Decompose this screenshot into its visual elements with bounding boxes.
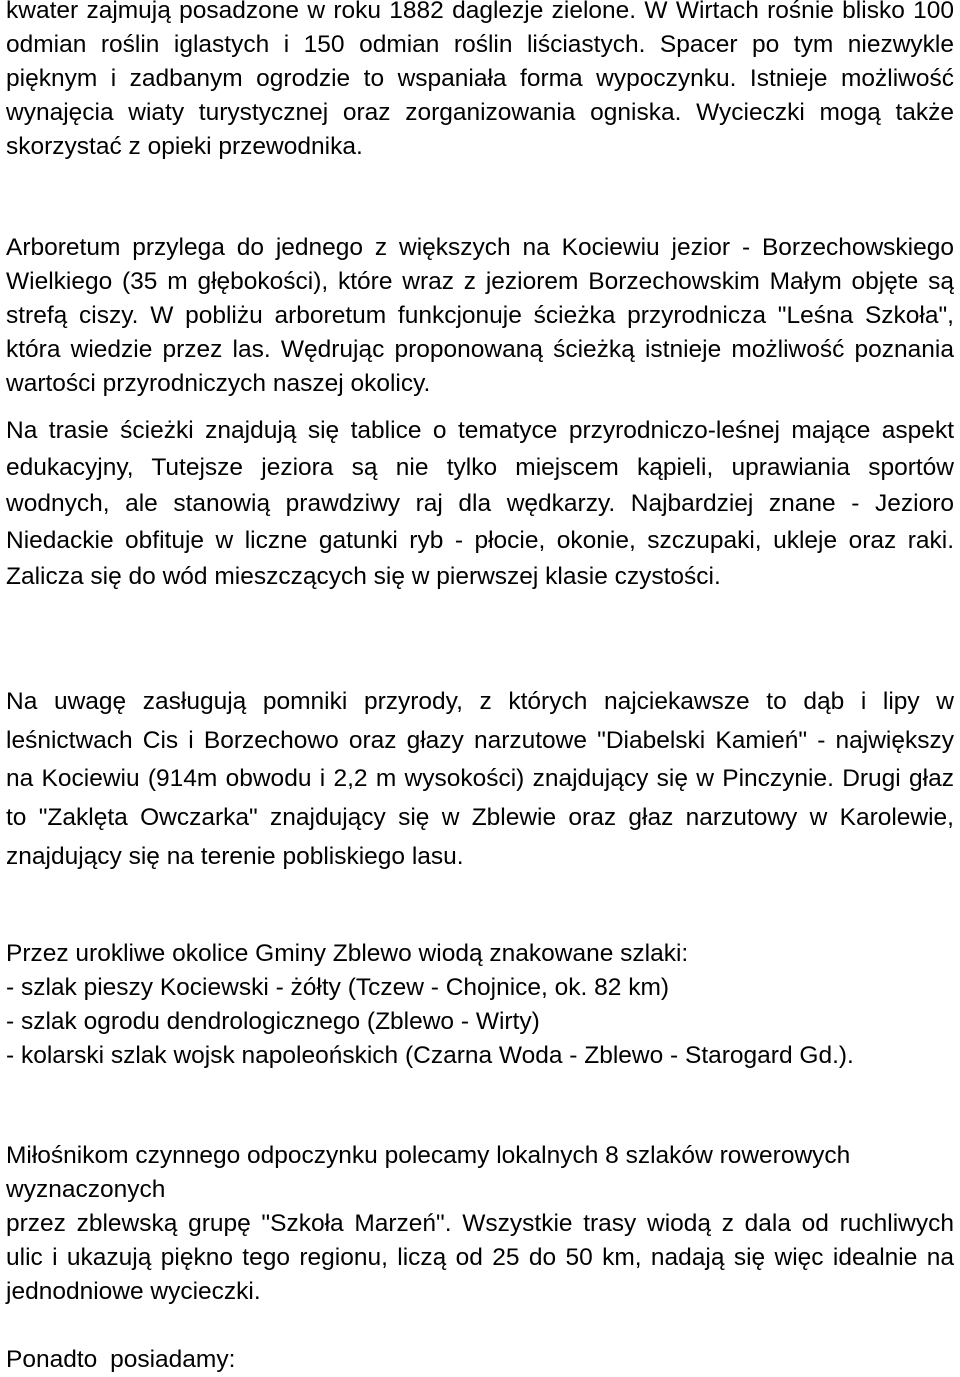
paragraph-nature-monuments: Na uwagę zasługują pomniki przyrody, z których najciekawsze to dąb i lipy w leśnictwach Cis i Borzechowo oraz głazy narzutowe "Diabelski Kamień" - największy na Kociewiu (914m obwodu i 2,2 m wysokości) znajdujący się w Pinczynie. Drugi głaz to "Zaklęta Owczarka" znajdujący się w Zblewie oraz głaz narzutowy w Karolewie, znajdujący się na terenie pobliskiego lasu.	[6, 688, 954, 870]
trail-item: - szlak ogrodu dendrologicznego (Zblewo - Wirty)	[6, 1008, 540, 1035]
paragraph-arboretum-plants: kwater zajmują posadzone w roku 1882 daglezje zielone. W Wirtach rośnie blisko 100 odmian roślin iglastych i 150 odmian roślin liściastych. Spacer po tym niezwykle pięknym i zadbanym ogrodzie to wspaniała forma wypoczynku. Istnieje możliwość wynajęcia wiaty turystycznej oraz zorganizowania ogniska. Wycieczki mogą także skorzystać z opieki przewodnika.	[6, 0, 954, 160]
closing-line: Ponadto posiadamy:	[6, 1346, 236, 1373]
paragraph-bike-trails	[6, 1139, 954, 1309]
trails-intro: Przez urokliwe okolice Gminy Zblewo wiodą znakowane szlaki:	[6, 940, 689, 967]
trails-section	[6, 937, 854, 1073]
trail-item: - szlak pieszy Kociewski - żółty (Tczew - Chojnice, ok. 82 km)	[6, 974, 670, 1001]
paragraph-lakes-fishing: Na trasie ścieżki znajdują się tablice o tematyce przyrodniczo-leśnej mające aspekt edukacyjny, Tutejsze jeziora są nie tylko miejscem kąpieli, uprawiania sportów wodnych, ale stanowią prawdziwy raj dla wędkarzy. Najbardziej znane - Jezioro Niedackie obfituje w liczne gatunki ryb - płocie, okonie, szczupaki, ukleje oraz raki. Zalicza się do wód mieszczących się w pierwszej klasie czystości.	[6, 417, 954, 590]
paragraph-lake-and-path: Arboretum przylega do jednego z większych na Kociewiu jezior - Borzechowskiego Wielkiego (35 m głębokości), które wraz z jeziorem Borzechowskim Małym objęte są strefą ciszy. W pobliżu arboretum funkcjonuje ścieżka przyrodnicza "Leśna Szkoła", która wiedzie przez las. Wędrując proponowaną ścieżką istnieje możliwość poznania wartości przyrodniczych naszej okolicy.	[6, 234, 954, 397]
bike-trails-text: przez zblewską grupę "Szkoła Marzeń". Wszystkie trasy wiodą z dala od ruchliwych ulic i ukazują piękno tego regionu, liczą od 25 do 50 km, nadają się więc idealnie na jednodniowe wycieczki.	[6, 1210, 954, 1305]
bike-trails-first-line: Miłośnikom czynnego odpoczynku polecamy lokalnych 8 szlaków rowerowych wyznaczonych	[6, 1142, 851, 1203]
trail-item: - kolarski szlak wojsk napoleońskich (Czarna Woda - Zblewo - Starogard Gd.).	[6, 1042, 854, 1069]
